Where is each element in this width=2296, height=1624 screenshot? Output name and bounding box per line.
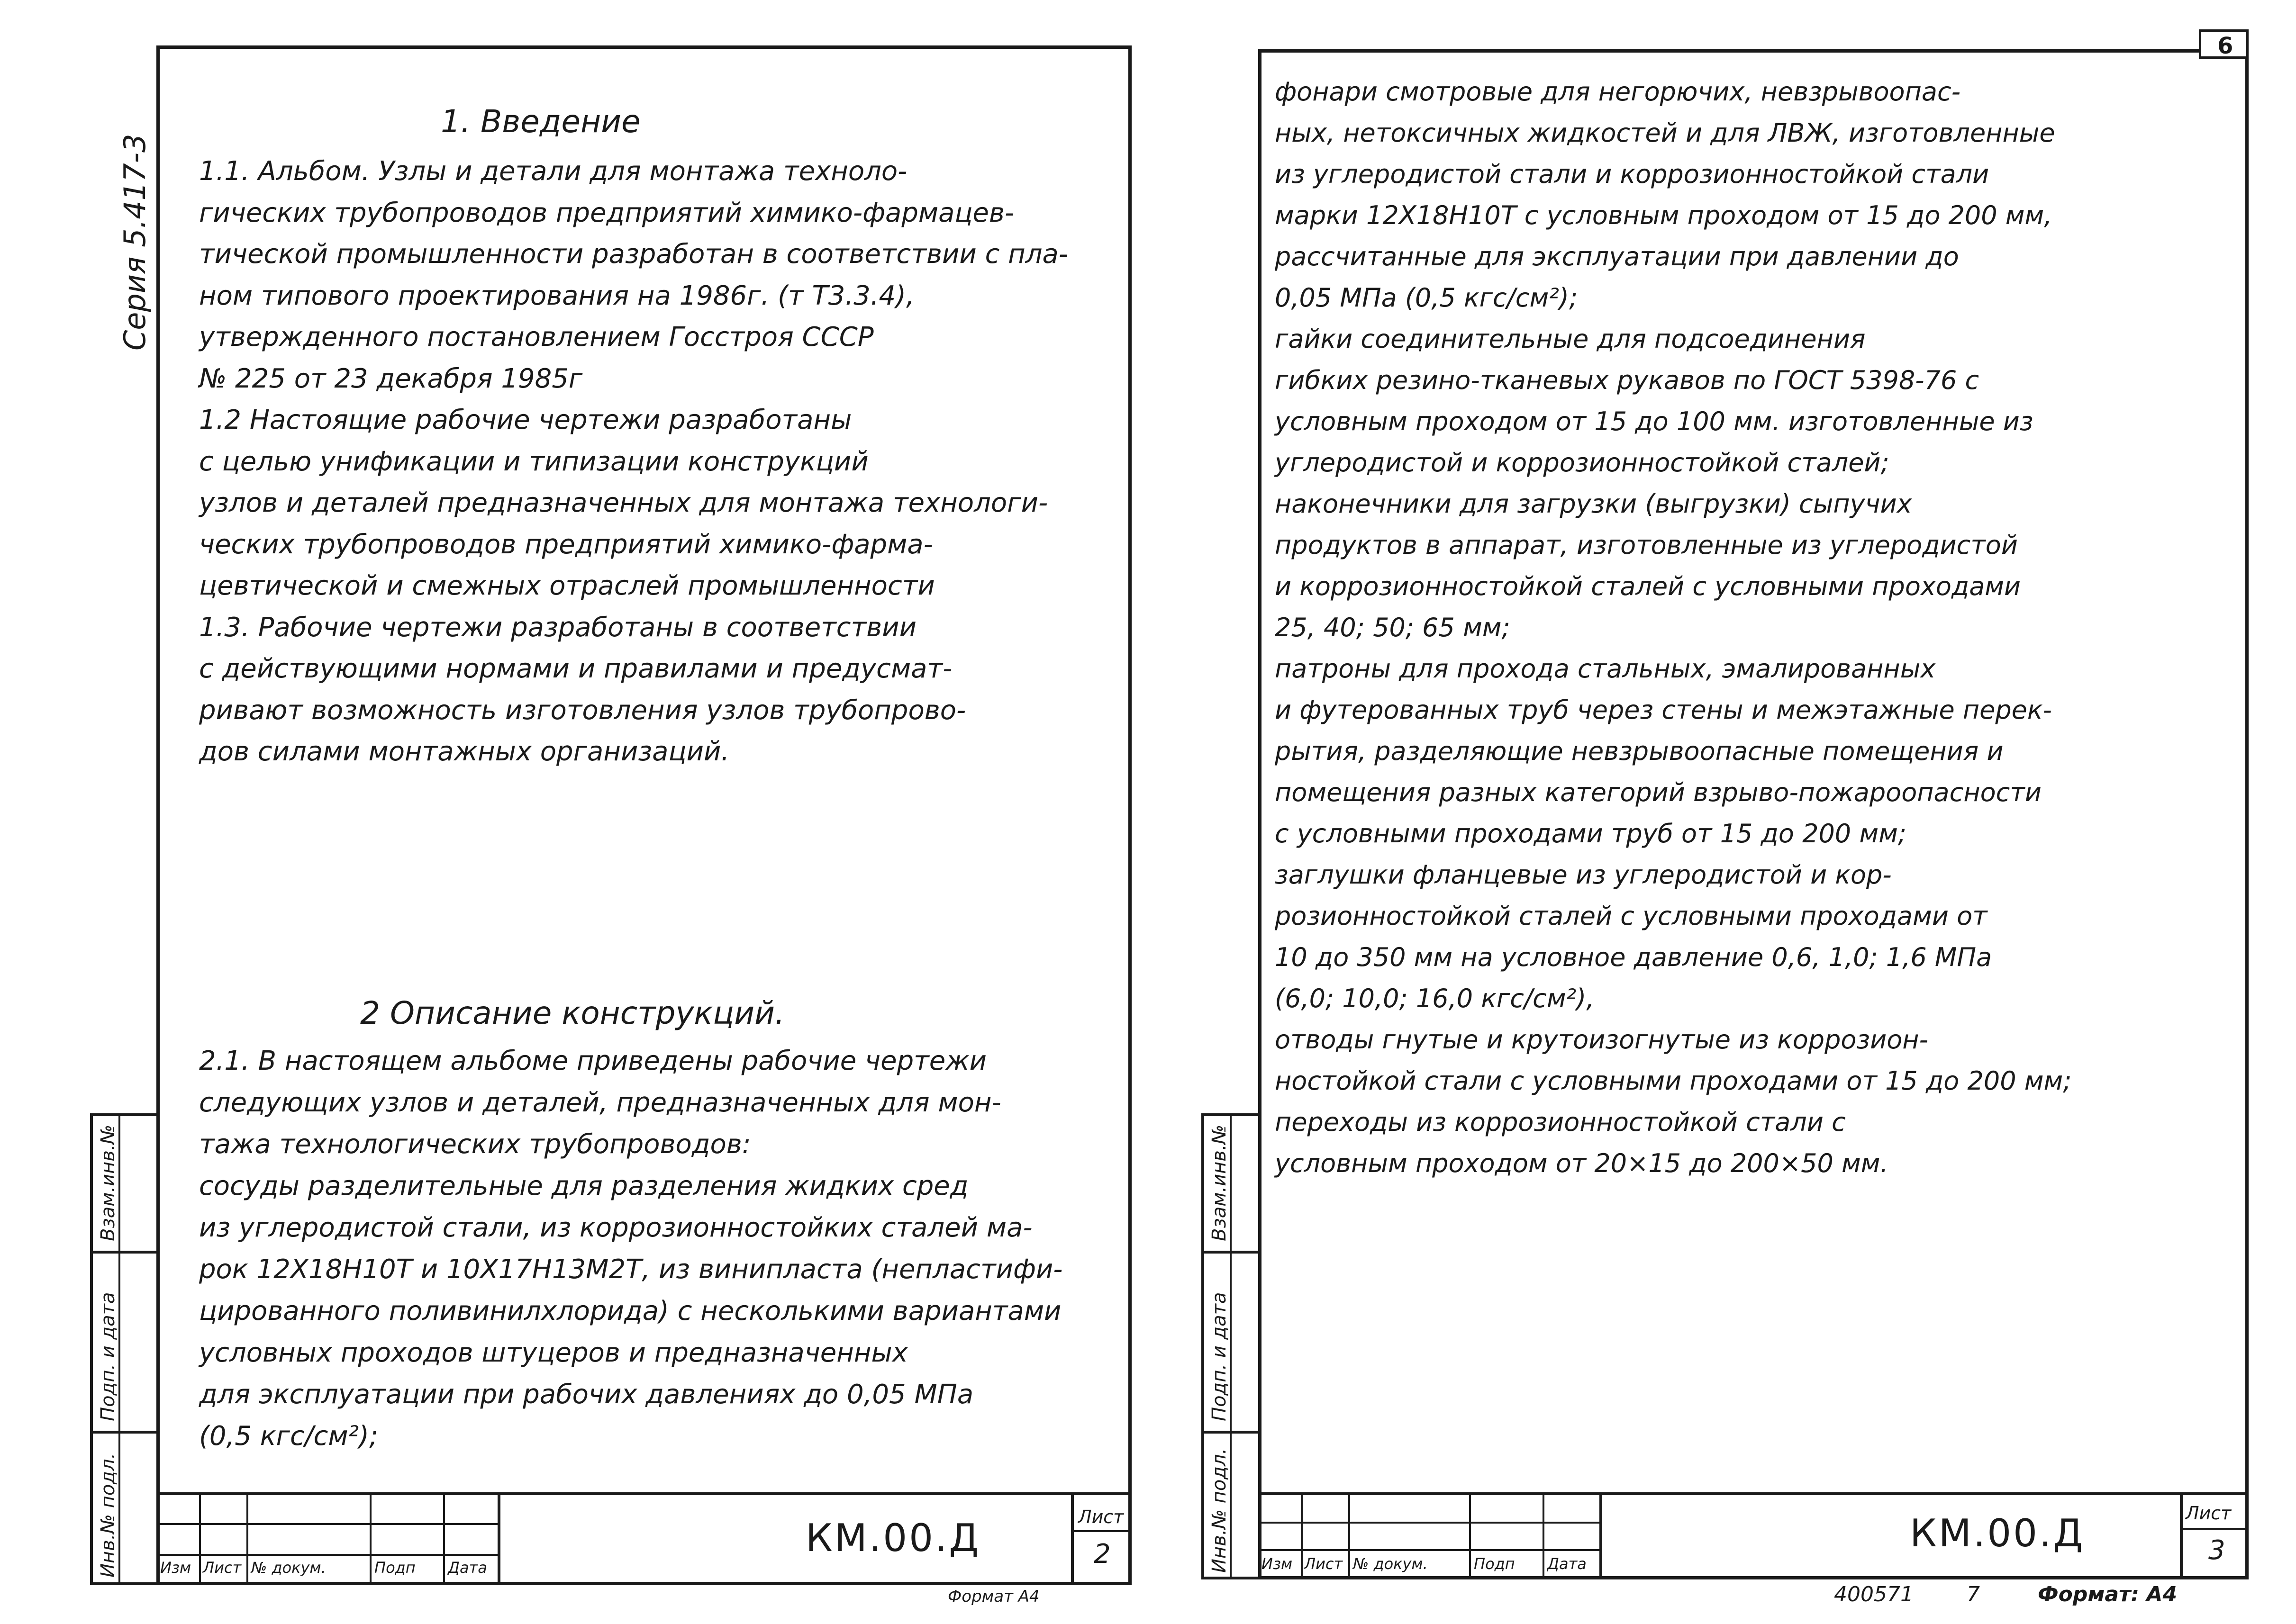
tb-izm-right: Изм <box>1261 1555 1293 1573</box>
tb-ndokum: № докум. <box>251 1559 326 1577</box>
label-inv-orig: Инв.№ подл. <box>97 1453 119 1578</box>
tb-podp: Подп <box>374 1559 416 1577</box>
tb-data-right: Дата <box>1547 1555 1587 1573</box>
archive-suffix: 7 <box>1967 1582 1980 1606</box>
doc-code: КМ.00.Д <box>806 1516 980 1560</box>
label-sign-date-right: Подп. и дата <box>1208 1292 1230 1421</box>
design-text: 2.1. В настоящем альбоме приведены рабочие чертежи следующих узлов и деталей, предназначенных для мон- тажа технологических трубопроводов: сосуды разделительные для разделения жидких сред из углеродистой стали, из коррозионностойких сталей ма- рок 12Х18Н10Т и 10Х17Н13М2Т, из винипласта (непластифи- цированного поливинилхлорида) с несколькими вариантами условных проходов штуцеров и предназначенных для эксплуатации при рабочих давлениях до 0,05 МПа (0,5 кгс/см²); <box>199 1046 1063 1452</box>
corner-number: 6 <box>2217 33 2233 59</box>
design-heading: 2 Описание конструкций. <box>360 995 785 1031</box>
format-label: Формат А4 <box>948 1587 1040 1606</box>
corner-box <box>2199 29 2249 59</box>
label-inv-orig-right: Инв.№ подл. <box>1208 1448 1230 1573</box>
sheet-number: 2 <box>1094 1539 1111 1570</box>
sheet-label: Лист <box>1078 1507 1124 1527</box>
tb-ndokum-right: № докум. <box>1353 1555 1428 1573</box>
label-vzam-inv-right: Взам.инв.№ <box>1208 1124 1230 1241</box>
format-label-right: Формат: А4 <box>2038 1582 2178 1606</box>
intro-heading: 1. Введение <box>441 103 641 140</box>
tb-podp-right: Подп <box>1474 1555 1515 1573</box>
sheet-label-right: Лист <box>2186 1503 2232 1524</box>
series-label: Серия 5.417-3 <box>118 134 152 351</box>
archive-number: 400571 <box>1834 1582 1914 1606</box>
tb-list: Лист <box>203 1559 242 1577</box>
left-side-strip-line <box>90 1113 93 1585</box>
label-vzam-inv: Взам.инв.№ <box>97 1124 119 1241</box>
label-sign-date: Подп. и дата <box>97 1292 119 1421</box>
tb-data: Дата <box>448 1559 487 1577</box>
right-text: фонари смотровые для негорючих, невзрывоопас- ных, нетоксичных жидкостей и для ЛВЖ, изготовленные из углеродистой стали и коррозионностойкой стали марки 12Х18Н10Т с условным проходом от 15 до 200 мм, рассчитанные для эксплуатации при давлении до 0,05 МПа (0,5 кгс/см²); гайки соединительные для подсоединения гибких резино-тканевых рукавов по ГОСТ 5398-76 с условным проходом от 15 до 100 мм. изготовленные из углеродистой и коррозионностойкой сталей; наконечники для загрузки (выгрузки) сыпучих продуктов в аппарат, изготовленные из углеродистой и коррозионностойкой сталей с условными проходами 25, 40; 50; 65 мм; патроны для прохода стальных, эмалированных и футерованных труб через стены и межэтажные перек- рытия, разделяющие невзрывоопасные помещения и помещения разных категорий взрыво-пожароопасности с условными проходами труб от 15 до 200 мм; заглушки фланцевые из углеродистой и кор- розионностойкой сталей с условными проходами от 10 до 350 мм на условное давление 0,6, 1,0; 1,6 МПа (6,0; 10,0; 16,0 кгс/см²), отводы гнутые и крутоизогнутые из коррозион- ностойкой стали с условными проходами от 15 до 200 мм; переходы из коррозионностойкой стали с условным проходом от 20×15 до 200×50 мм. <box>1275 77 2072 1178</box>
intro-text: 1.1. Альбом. Узлы и детали для монтажа техноло- гических трубопроводов предприятий химико-фармацев- тической промышленности разработан в соответствии с пла- ном типового проектирования на 1986г. (т Т3.3.4), утвержденного постановлением Госстроя СССР № 225 от 23 декабря 1985г 1.2 Настоящие рабочие чертежи разработаны с целью унификации и типизации конструкций узлов и деталей предназначенных для монтажа технологи- ческих трубопроводов предприятий химико-фарма- цевтической и смежных отраслей промышленности 1.3. Рабочие чертежи разработаны в соответствии с действующими нормами и правилами и предусмат- ривают возможность изготовления узлов трубопрово- дов силами монтажных организаций. <box>199 156 1069 767</box>
tb-list-right: Лист <box>1304 1555 1343 1573</box>
tb-izm: Изм <box>160 1559 191 1577</box>
sheet-number-right: 3 <box>2208 1535 2225 1566</box>
doc-code-right: КМ.00.Д <box>1910 1511 2085 1555</box>
